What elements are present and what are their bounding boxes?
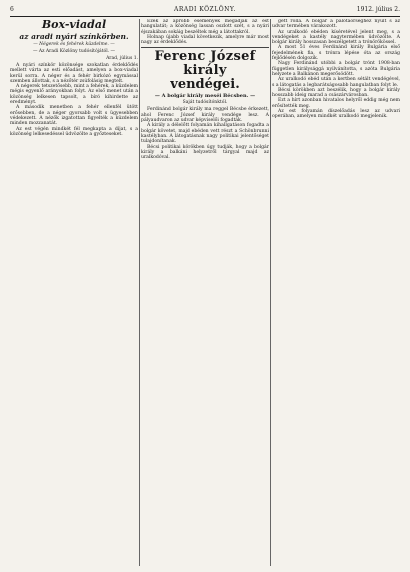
article-separator xyxy=(141,47,269,48)
column-2 xyxy=(141,19,269,568)
column-3 xyxy=(272,19,400,568)
article-paragraph: A király a délelőtt folyamán kihallgatáson fogadta a bolgár követet, majd ebéden vett részt a Schönbrunni kastélyban. A látogatásnak nagy politikai jelentőséget tulajdonítanak. xyxy=(141,123,269,145)
article-paragraph: Az uralkodó ebéd után a kertben sétált vendégével, s a látogatás a legbarátságosabb hangulatban folyt le. xyxy=(272,77,400,88)
article-subheading: — Négerek és fehérek küzdelme. — xyxy=(33,42,115,47)
header-rule xyxy=(10,16,400,17)
article-paragraph: Az est folyamán díszelőadás lesz az udvari operában, amelyen mindkét uralkodó megjelenik. xyxy=(272,109,400,120)
article-paragraph: Ezek az apróbb események megadják az est hangulatát; a közönség lassan oszlott szét, s a nyári éjszakában sokáig beszéltek még a látottakról. xyxy=(141,19,269,35)
article-paragraph: Az est végén mindkét fél megkapta a díjat, s a közönség lelkesedéssel üdvözölte a győzteseket. xyxy=(10,126,138,137)
page-number: 6 xyxy=(10,6,14,13)
article-paragraph: Az uralkodó ebéden kíséretével jelent meg, s a vendégeket a kastély nagytermében üdvözölte. A bolgár király hosszasan beszélgetett a trónörökössel. xyxy=(272,29,400,46)
article-paragraph: Ezt a hírt azonban hivatalos helyről eddig még nem erősítették meg. xyxy=(272,98,400,109)
article-paragraph: Bécsi politikai körökben úgy tudják, hogy a bolgár király a balkáni helyzetről tárgyal majd az uralkodóval. xyxy=(141,144,269,161)
article-paragraph: A négerek tetszetősebb, mint a fehérek, a küzdelem mégis egyenlő arányokban folyt. Az első menet után a közönség lelkesen tapsolt, a bíró kihirdette az eredményt. xyxy=(10,84,138,106)
article-paragraph: Holnap újabb viadal következik, amelyre már most nagy az érdeklődés. xyxy=(141,34,269,46)
article-paragraph: A most 51 éves Ferdinánd király Bulgária első fejedelmének fia, s trónra lépése óta az ország fejlődésén dolgozik. xyxy=(272,45,400,62)
article-heading-line2: az aradi nyári színkörben. xyxy=(19,32,129,41)
article-subheading: — A bolgár király meséi Bécsben. — xyxy=(154,93,256,100)
page-header xyxy=(10,4,400,16)
newspaper-title: ARADI KÖZLÖNY. xyxy=(174,6,236,13)
column-1 xyxy=(10,19,138,568)
article-paragraph: A nyári színkör közönsége szokatlan érdeklődés mellett várta az esti előadást, amelyen a box-viadal kerül sorra. A néger és a fehér birkózó egymással szemben állottak, s a nézőtér zsúfolásig megtelt. xyxy=(10,63,138,84)
article-paragraph: gett rólla. A bolgár a palotaőrséghez nyúlt s az udvar termében várakozott. xyxy=(272,19,400,30)
article-heading: Box-viadal xyxy=(41,19,107,31)
article-dateline: Arad, július 1. xyxy=(106,56,138,61)
article-paragraph: Nagy Ferdinánd utóbbi a bolgár trónt 1908-ban független királysággá nyilvánította, s azóta Bulgária helyzete a Balkánon megerősödött. xyxy=(272,61,400,77)
issue-date: 1912. július 2. xyxy=(356,6,400,13)
column-divider xyxy=(270,19,271,566)
article-paragraph: A második menetben a fehér ellenfél ütött erősebben, de a néger gyorsabb volt s ügyesebben védekezett. A nézők izgatottan figyelték a küzdelem minden mozzanatát. xyxy=(10,105,138,127)
article-paragraph: Ferdinánd bolgár király ma reggel Bécsbe érkezett, ahol Ferenc József király vendége lesz. A pályaudvaron az udvar képviselői fogadták. xyxy=(141,107,269,124)
article-byline: — Az Aradi Közlöny tudósítójától. — xyxy=(32,49,116,54)
article-heading: Ferenc József király xyxy=(154,49,256,79)
article-byline: Saját tudósítónktól. xyxy=(182,100,228,106)
article-heading-line2: vendégei. xyxy=(170,77,240,93)
article-paragraph: Bécsi körökben azt beszélik, hogy a bolgár király hosszabb ideig marad a császárvárosban. xyxy=(272,87,400,99)
column-divider xyxy=(139,19,140,566)
